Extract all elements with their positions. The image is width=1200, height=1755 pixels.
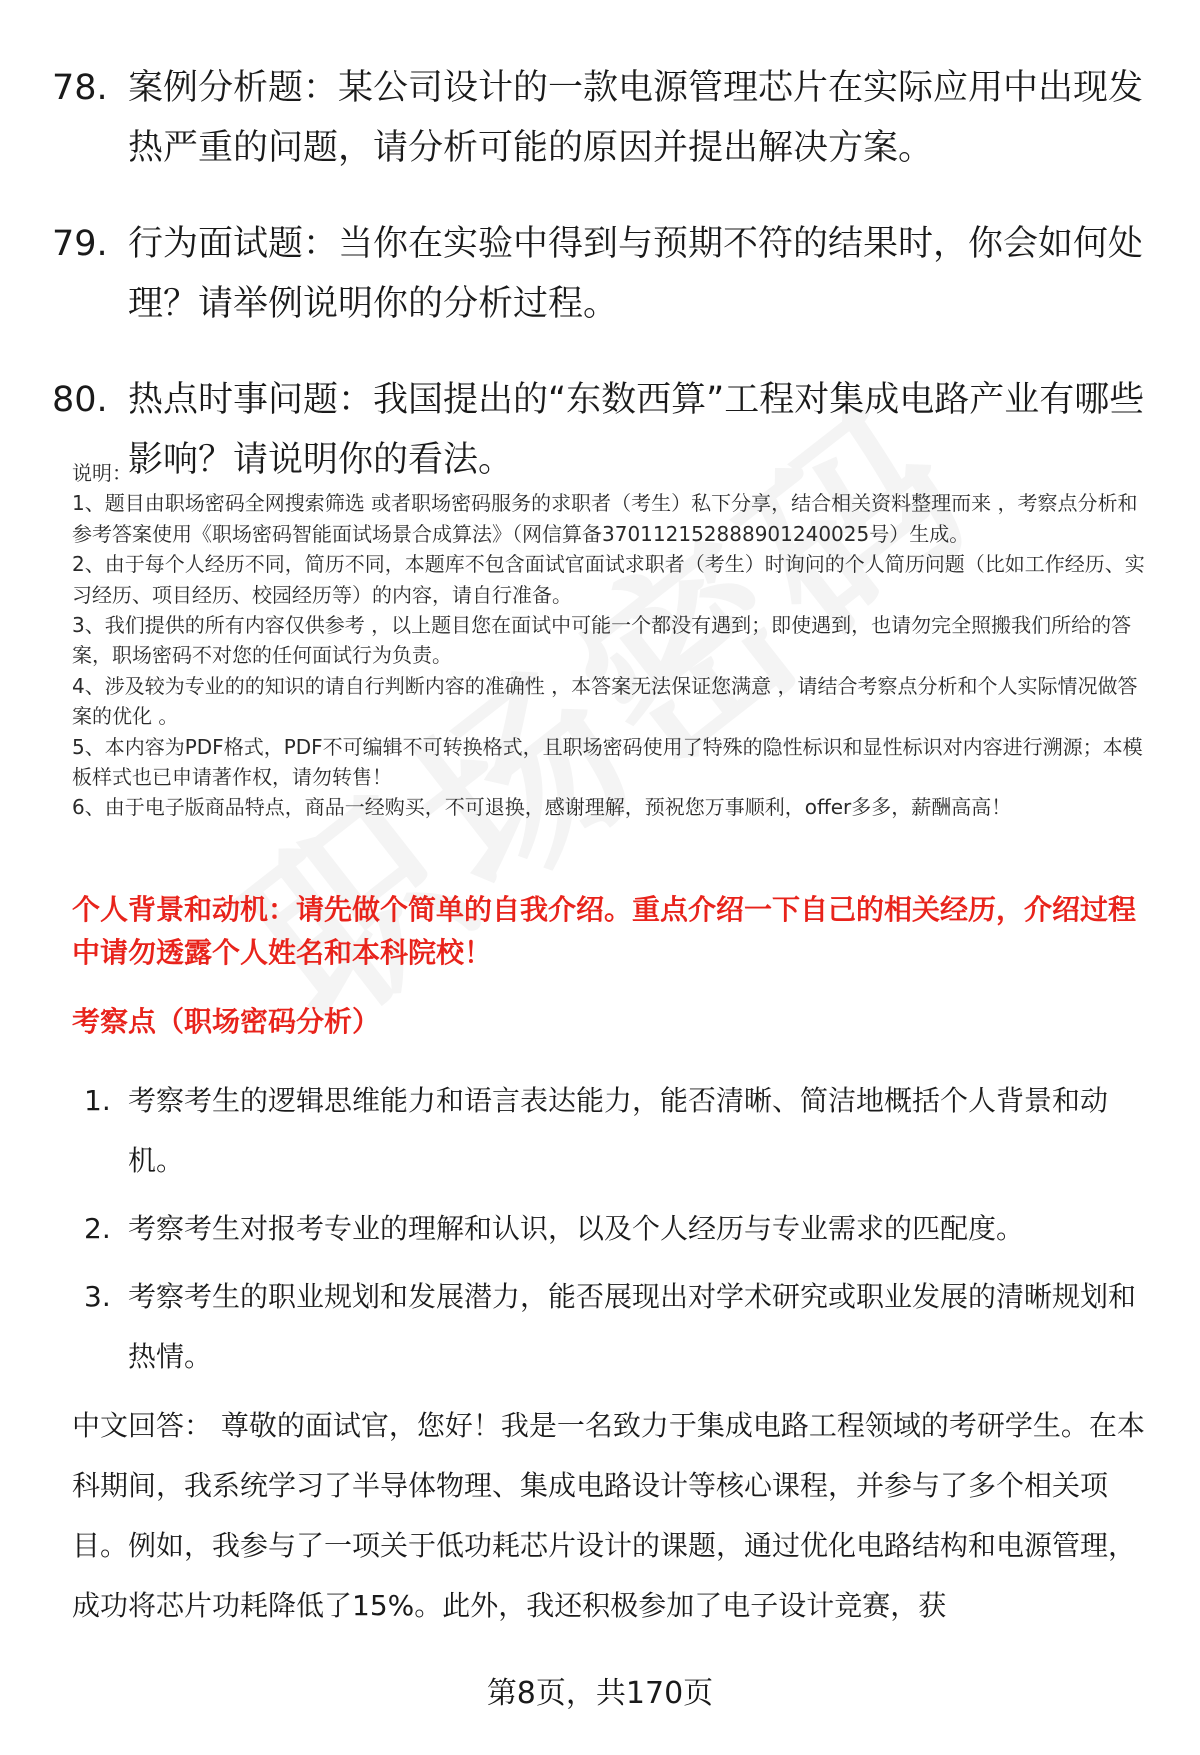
question-number: 79. (52, 224, 108, 264)
assessment-point (84, 1071, 1154, 1191)
assessment-point (84, 1267, 1154, 1387)
notes-block (72, 458, 1152, 823)
section-heading: 个人背景和动机：请先做个简单的自我介绍。重点介绍一下自己的相关经历，介绍过程中请勿透露个人姓名和本科院校！ (72, 893, 1137, 969)
point-text: 考察考生对报考专业的理解和认识，以及个人经历与专业需求的匹配度。 (128, 1212, 1025, 1245)
question-text: 热点时事问题：我国提出的“东数西算”工程对集成电路产业有哪些影响？请说明你的看法。 (128, 380, 1145, 480)
section-subheading: 考察点（职场密码分析） (72, 1005, 381, 1038)
note-line: 1、题目由职场密码全网搜索筛选 或者职场密码服务的求职者（考生）私下分享，结合相关资料整理而来 ，考察点分析和参考答案使用《职场密码智能面试场景合成算法》（网信算备370112152888901240025号）生成。 (72, 491, 1138, 546)
question-text: 案例分析题：某公司设计的一款电源管理芯片在实际应用中出现发热严重的问题，请分析可能的原因并提出解决方案。 (128, 68, 1144, 168)
note-line: 4、涉及较为专业的的知识的请自行判断内容的准确性 ，本答案无法保证您满意 ，请结合考察点分析和个人实际情况做答案的优化 。 (72, 673, 1138, 729)
note-line: 5、本内容为PDF格式，PDF不可编辑不可转换格式，且职场密码使用了特殊的隐性标识和显性标识对内容进行溯源；本模板样式也已申请著作权，请勿转售！ (72, 734, 1143, 790)
note-line: 2、由于每个人经历不同，简历不同，本题库不包含面试官面试求职者（考生）时询问的个人简历问题（比如工作经历、实习经历、项目经历、校园经历等）的内容，请自行准备。 (72, 552, 1145, 607)
question-item (52, 58, 1152, 178)
question-number: 78. (52, 68, 108, 108)
point-number: 3. (84, 1280, 111, 1313)
question-text: 行为面试题：当你在实验中得到与预期不符的结果时，你会如何处理？请举例说明你的分析过程。 (128, 224, 1144, 324)
question-list (52, 58, 1152, 526)
assessment-points (84, 1071, 1154, 1395)
page-number: 第8页，共170页 (486, 1676, 714, 1711)
point-text: 考察考生的逻辑思维能力和语言表达能力，能否清晰、简洁地概括个人背景和动机。 (128, 1084, 1109, 1177)
point-text: 考察考生的职业规划和发展潜力，能否展现出对学术研究或职业发展的清晰规划和热情。 (128, 1280, 1137, 1373)
assessment-point (84, 1199, 1154, 1259)
notes-title: 说明： (72, 461, 132, 485)
question-number: 80. (52, 380, 108, 420)
answer-text: 中文回答： 尊敬的面试官，您好！我是一名致力于集成电路工程领域的考研学生。在本科期间，我系统学习了半导体物理、集成电路设计等核心课程，并参与了多个相关项目。例如，我参与了一项关于低功耗芯片设计的课题，通过优化电路结构和电源管理，成功将芯片功耗降低了15%。此外，我还积极参加了电子设计竞赛，获 (72, 1409, 1145, 1622)
question-item (52, 214, 1152, 334)
point-number: 2. (84, 1212, 111, 1245)
note-line: 3、我们提供的所有内容仅供参考 ，以上题目您在面试中可能一个都没有遇到；即使遇到，也请勿完全照搬我们所给的答案，职场密码不对您的任何面试行为负责。 (72, 613, 1132, 668)
point-number: 1. (84, 1084, 111, 1117)
note-line: 6、由于电子版商品特点，商品一经购买，不可退换，感谢理解，预祝您万事顺利，offer多多，薪酬高高！ (72, 795, 1012, 820)
